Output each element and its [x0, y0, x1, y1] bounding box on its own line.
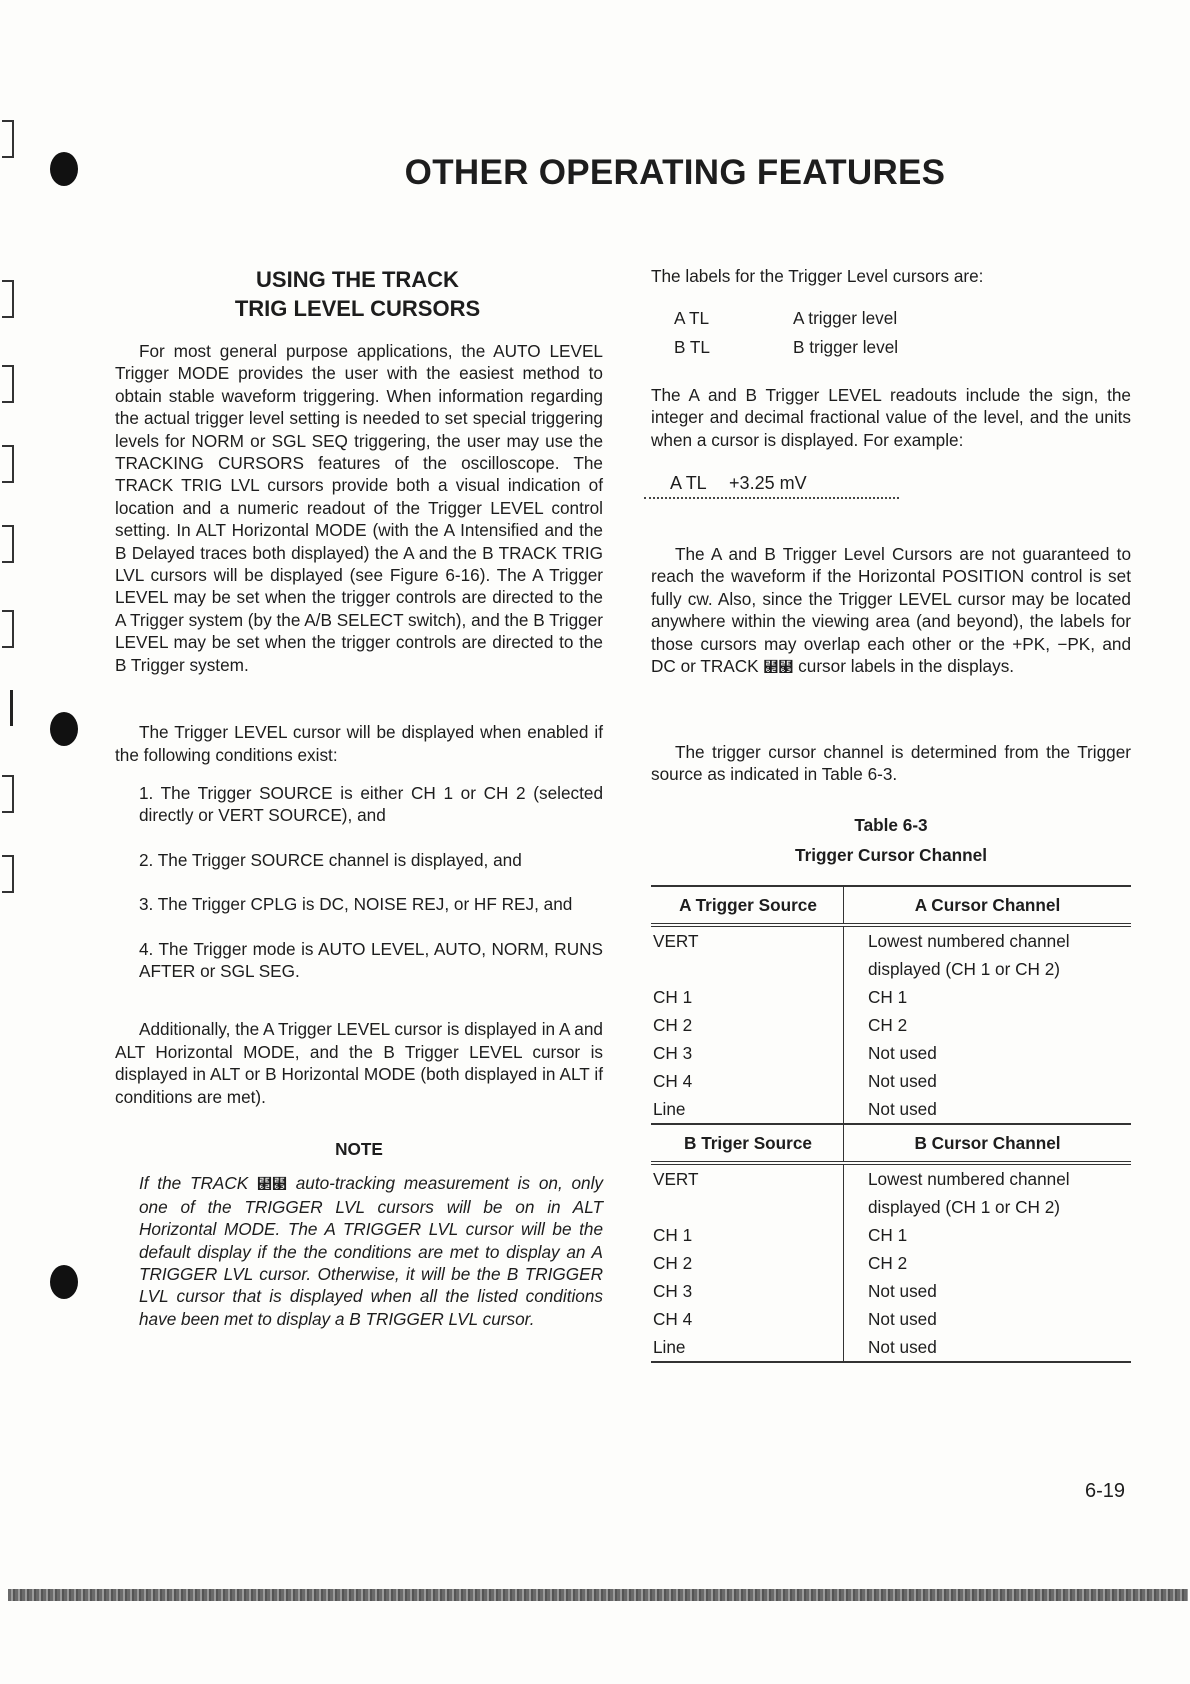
table-cell: CH 1: [651, 983, 844, 1011]
track-symbol-icon: ⹢⹣: [256, 1175, 287, 1194]
table-row: [651, 1011, 1131, 1039]
table-cell: CH 4: [651, 1305, 844, 1333]
readout-label: A TL: [670, 473, 707, 493]
section-heading-line1: USING THE TRACK: [256, 267, 459, 292]
paragraph-additional: Additionally, the A Trigger LEVEL cursor is displayed in A and ALT Horizontal MODE, and the B Trigger LEVEL cursor is displayed in ALT or B Horizontal MODE (both displayed in ALT if conditions are met).: [115, 1019, 603, 1107]
margin-mark: [2, 610, 14, 648]
table-cell: CH 2: [651, 1011, 844, 1039]
margin-mark: [2, 445, 14, 483]
track-symbol-icon: ⹢⹣: [763, 658, 794, 677]
note-heading: NOTE: [335, 1138, 383, 1159]
table-row: [651, 1333, 1131, 1362]
table-row: [651, 1305, 1131, 1333]
margin-mark: [2, 855, 14, 893]
paragraph-readouts: The A and B Trigger LEVEL readouts include the sign, the integer and decimal fractional value of the level, and the units when a cursor is displayed. For example:: [651, 385, 1131, 450]
note-text: If the TRACK: [139, 1173, 249, 1194]
table-cell: Not used: [868, 1280, 937, 1301]
table-cell: VERT: [651, 1163, 844, 1193]
section-heading: [115, 265, 600, 323]
label-desc: B trigger level: [793, 337, 899, 357]
list-item: 4. The Trigger mode is AUTO LEVEL, AUTO, NORM, RUNS AFTER or SGL SEG.: [139, 938, 603, 981]
table-cell: Not used: [868, 1308, 937, 1329]
table-cell: CH 3: [651, 1277, 844, 1305]
paragraph-guarantee: [651, 543, 1131, 678]
table-cell: CH 3: [651, 1039, 844, 1067]
note-text: auto-tracking measurement is on, only one of the TRIGGER LVL cursors will be on in ALT Horizontal MODE. The A TRIGGER LVL cursor will be the default display if the the conditions are met to display an A TRIGGER LVL cursor. Otherwise, it will be the B TRIGGER LVL cursor that is displayed when all the listed conditions have been met to display a B TRIGGER LVL cursor.: [139, 1173, 604, 1329]
table-cell: [651, 1193, 844, 1221]
binder-hole: [50, 712, 78, 746]
section-heading-line2: TRIG LEVEL CURSORS: [234, 296, 481, 321]
margin-mark: [10, 690, 13, 726]
table-row: [651, 1277, 1131, 1305]
table-header-cell: A Trigger Source: [651, 886, 844, 925]
table-row: [651, 1249, 1131, 1277]
table-cell: displayed (CH 1 or CH 2): [868, 1196, 1060, 1217]
example-readout: [644, 473, 899, 499]
table-row: [651, 1095, 1131, 1124]
table-row: [651, 925, 1131, 955]
table-header-cell: B Cursor Channel: [844, 1124, 1132, 1163]
table-row: [651, 1163, 1131, 1193]
label-desc: A trigger level: [793, 308, 898, 328]
binder-hole: [50, 1265, 78, 1299]
table-cell: Not used: [868, 1098, 937, 1119]
table-header-row: [651, 1124, 1131, 1163]
table-cell: VERT: [651, 925, 844, 955]
list-item: 1. The Trigger SOURCE is either CH 1 or CH 2 (selected directly or VERT SOURCE), and: [139, 782, 603, 826]
table-row: [651, 955, 1131, 983]
margin-mark: [2, 280, 14, 318]
labels-intro: The labels for the Trigger Level cursors are:: [651, 266, 984, 286]
margin-mark: [2, 775, 14, 813]
margin-mark: [2, 365, 14, 403]
table-cell: Line: [651, 1333, 844, 1362]
table-number: Table 6-3: [854, 815, 928, 835]
table-cell: Line: [651, 1095, 844, 1124]
list-item: 2. The Trigger SOURCE channel is displayed, and: [139, 849, 522, 870]
table-row: [651, 1221, 1131, 1249]
table-cell: Not used: [868, 1042, 937, 1063]
table-cell: CH 1: [868, 1224, 908, 1245]
trigger-cursor-table: [651, 885, 1131, 1363]
table-cell: CH 2: [651, 1249, 844, 1277]
table-title: Trigger Cursor Channel: [795, 845, 987, 865]
guarantee-text: cursor labels in the displays.: [798, 656, 1015, 677]
table-cell: CH 1: [651, 1221, 844, 1249]
page-title: OTHER OPERATING FEATURES: [404, 153, 946, 192]
paragraph-intro: For most general purpose applications, the AUTO LEVEL Trigger MODE provides the user with the easiest method to obtain stable waveform triggering. When information regarding the actual trigger level setting is needed to set special triggering levels for NORM or SGL SEQ triggering, the user may use the TRACKING CURSORS features of the oscilloscope. The TRACK TRIG LVL cursors provide both a visual indication of location and a numeric readout of the Trigger LEVEL control setting. In ALT Horizontal MODE (with the A Intensified and the B Delayed traces both displayed) the A and the B TRACK TRIG LVL cursors will be displayed (see Figure 6-16). The A Trigger LEVEL may be set when the trigger controls are directed to the A Trigger system (by the A/B SELECT switch), and the B Trigger LEVEL may be set when the trigger controls are directed to the B Trigger system.: [115, 341, 603, 675]
table-ref-text: The trigger cursor channel is determined from the Trigger source as indicated in Table 6-3.: [651, 742, 1131, 785]
table-row: [651, 1193, 1131, 1221]
table-cell: displayed (CH 1 or CH 2): [868, 958, 1060, 979]
left-column: [115, 340, 603, 1330]
page-number: 6-19: [1085, 1480, 1126, 1502]
binder-hole: [50, 152, 78, 186]
margin-mark: [2, 525, 14, 563]
guarantee-text: The A and B Trigger Level Cursors are not guaranteed to reach the waveform if the Horizontal POSITION control is set fully cw. Also, since the Trigger LEVEL cursor may be located anywhere within the viewing area (and beyond), the labels for those cursors may overlap each other or the +PK, −PK, and DC or TRACK: [651, 544, 1131, 677]
table-row: [651, 983, 1131, 1011]
table-cell: CH 4: [651, 1067, 844, 1095]
label-code: B TL: [674, 337, 710, 357]
table-header-row: [651, 886, 1131, 925]
readout-value: +3.25 mV: [729, 473, 807, 493]
conditions-list: [115, 782, 603, 982]
table-cell: Not used: [844, 1333, 1132, 1362]
table-cell: CH 2: [868, 1014, 908, 1035]
table-cell: Lowest numbered channel: [868, 930, 1070, 951]
binding-edge: [8, 1589, 1188, 1601]
label-code: A TL: [674, 308, 710, 328]
list-item: 3. The Trigger CPLG is DC, NOISE REJ, or HF REJ, and: [139, 894, 573, 915]
table-row: [651, 1039, 1131, 1067]
note-body: [115, 1172, 603, 1330]
table-cell: Not used: [868, 1070, 937, 1091]
table-row: [651, 1067, 1131, 1095]
paragraph-conditions: The Trigger LEVEL cursor will be displayed when enabled if the following conditions exist:: [115, 722, 603, 765]
table-cell: CH 1: [868, 986, 908, 1007]
table-header-cell: B Triger Source: [651, 1124, 844, 1163]
margin-mark: [2, 120, 14, 158]
table-header-cell: A Cursor Channel: [844, 886, 1132, 925]
table-cell: Lowest numbered channel: [868, 1168, 1070, 1189]
paragraph-table-ref: [651, 741, 1131, 786]
table-cell: [651, 955, 844, 983]
table-cell: CH 2: [868, 1252, 908, 1273]
